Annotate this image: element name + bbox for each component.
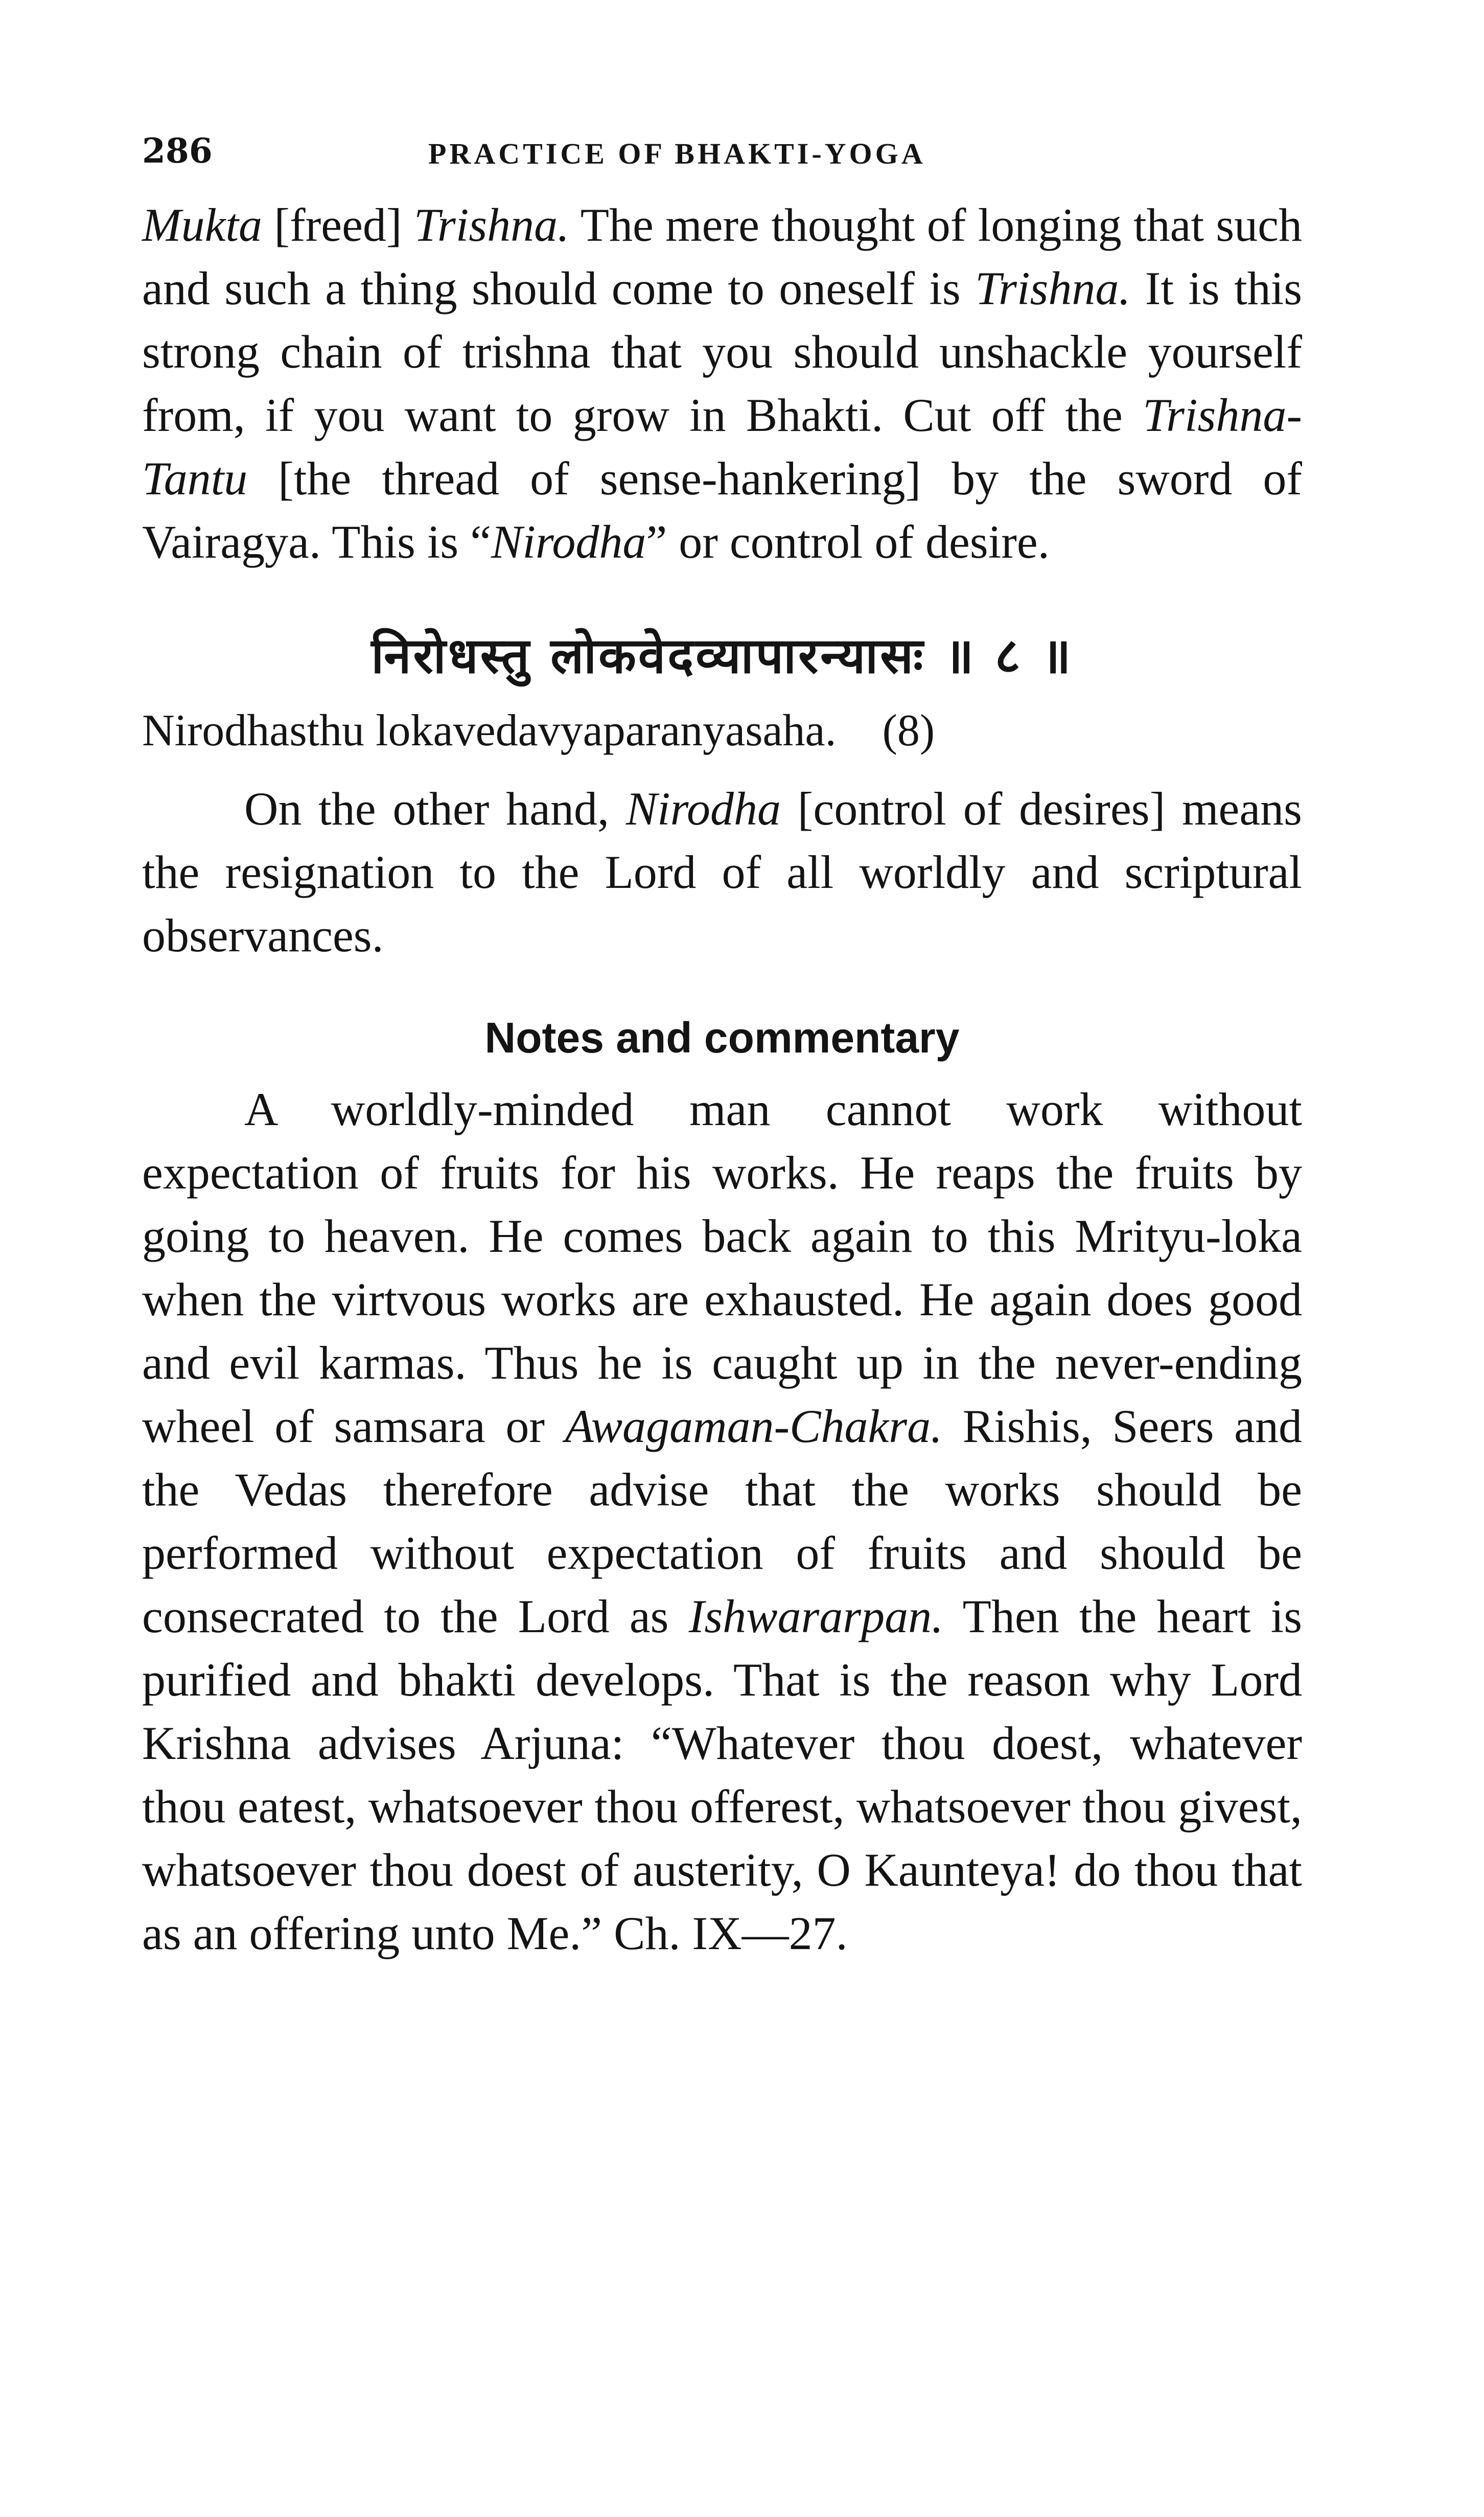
term-trishna-2: Trishna. — [975, 262, 1131, 314]
book-page — [142, 128, 1302, 1965]
term-nirodha-2: Nirodha — [625, 783, 781, 835]
verse-transliteration: Nirodhasthu lokavedavyaparanyasaha. (8) — [142, 706, 935, 756]
term-ishwararpan: Ishwararpan. — [688, 1590, 944, 1642]
term-trishna: Trishna. — [413, 199, 570, 251]
paragraph-commentary: A worldly-minded man cannot work without expectation of fruits for his works. He reaps the fruits by going to heaven. He comes back again to this Mrityu-loka when the virtvous works are exhausted. He again does good and evil karmas. Thus he is caught up in the never-ending wheel of samsara or Awagaman-Chakra. Rishis, Seers and the Vedas therefore advise that the works should be performed without expectation of fruits and should be consecrated to the Lord as Ishwararpan. Then the heart is purified and bhakti develops. That is the reason why Lord Krishna advises Arjuna: “Whatever thou doest, whatever thou eatest, whatsoever thou offerest, whatsoever thou givest, whatsoever thou doest of austerity, O Kaunteya! do thou that as an offering unto Me.” Ch. IX—27. — [142, 1083, 1302, 1959]
paragraph-trishna: Mukta [freed] Trishna. The mere thought of longing that such and such a thing should come to oneself is Trishna. It is this strong chain of trishna that you should unshackle yourself from, if you want to grow in Bhakti. Cut off the Trishna-Tantu [the thread of sense-hankering] by the sword of Vairagya. This is “Nirodha” or control of desire. — [142, 199, 1303, 568]
paragraph-nirodha: On the other hand, Nirodha [control of desires] means the resignation to the Lord of all worldly and scriptural observances. — [142, 783, 1302, 962]
page-header — [142, 128, 1302, 184]
verse-number: (8) — [882, 706, 935, 756]
running-head: PRACTICE OF BHAKTI-YOGA — [428, 137, 926, 170]
term-nirodha: Nirodha — [491, 516, 646, 568]
page-number: 286 — [142, 131, 213, 171]
term-mukta: Mukta — [142, 199, 263, 251]
term-trishna-tantu: Trishna-Tantu — [142, 389, 1302, 505]
term-awagaman-chakra: Awagaman-Chakra. — [565, 1400, 943, 1452]
section-title: Notes and commentary — [484, 1014, 960, 1062]
sanskrit-verse: निरोधस्तु लोकवेदव्यापारन्यासः ॥ ८ ॥ — [371, 627, 1073, 684]
